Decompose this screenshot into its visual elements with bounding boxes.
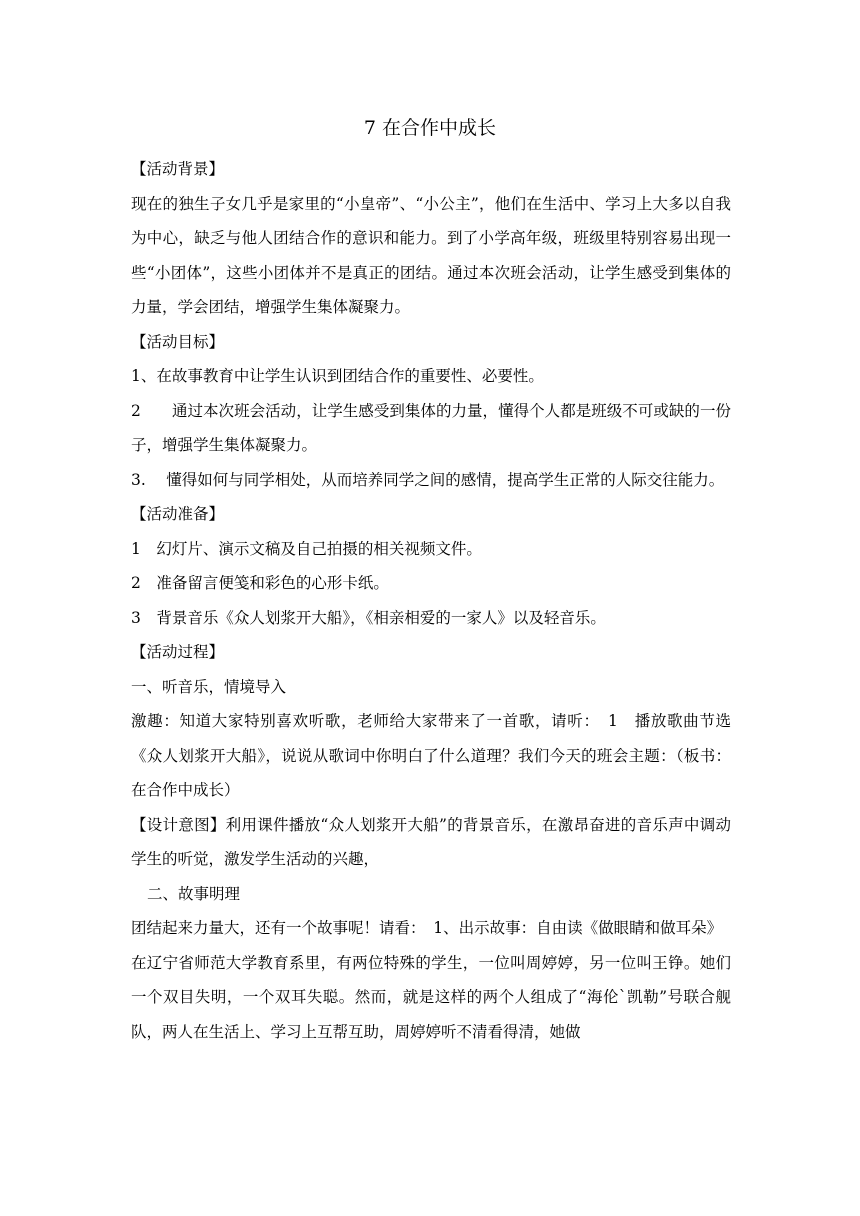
- design-intent-paragraph: 【设计意图】利用课件播放“众人划浆开大船”的背景音乐，在激昂奋进的音乐声中调动学生的听觉，激发学生活动的兴趣，: [131, 815, 731, 868]
- process-step-2-text: 团结起来力量大，还有一个故事呢！请看： 1、出示故事：自由读《做眼睛和做耳朵》: [131, 919, 723, 937]
- goal-item-3: 3. 懂得如何与同学相处，从而培养同学之间的感情，提高学生正常的人际交往能力。: [131, 470, 725, 489]
- paragraph-background: 现在的独生子女几乎是家里的“小皇帝”、“小公主”，他们在生活中、学习上大多以自我为中心，缺乏与他人团结合作的意识和能力。到了小学高年级，班级里特别容易出现一些“小团体”，这些小团体并不是真正的团结。通过本次班会活动，让学生感受到集体的力量，学会团结，增强学生集体凝聚力。: [131, 194, 731, 316]
- goal-item-2: 2 通过本次班会活动，让学生感受到集体的力量，懂得个人都是班级不可或缺的一份子，增强学生集体凝聚力。: [131, 401, 731, 454]
- section-heading-process: 【活动过程】: [131, 643, 225, 661]
- preparation-item-3: 3 背景音乐《众人划浆开大船》，《相亲相爱的一家人》以及轻音乐。: [131, 608, 606, 627]
- section-heading-goals: 【活动目标】: [131, 332, 225, 351]
- process-step-2-heading: 二、故事明理: [147, 884, 241, 903]
- document-body: [131, 152, 731, 1049]
- goal-item-1: 1、在故事教育中让学生认识到团结合作的重要性、必要性。: [131, 367, 544, 385]
- section-heading-background: 【活动背景】: [131, 160, 225, 178]
- section-heading-preparation: 【活动准备】: [131, 505, 225, 523]
- preparation-item-2: 2 准备留言便笺和彩色的心形卡纸。: [131, 574, 389, 592]
- preparation-item-1: 1 幻灯片、演示文稿及自己拍摄的相关视频文件。: [131, 539, 482, 558]
- document-title: 7 在合作中成长: [363, 117, 497, 139]
- process-step-1-heading: 一、听音乐，情境导入: [131, 677, 287, 696]
- story-paragraph: 在辽宁省师范大学教育系里，有两位特殊的学生，一位叫周婷婷，另一位叫王铮。她们一个双目失明，一个双耳失聪。然而，就是这样的两个人组成了“海伦`凯勒”号联合舰队，两人在生活上、学习上互帮互助，周婷婷听不清看得清，她做: [131, 953, 731, 1041]
- process-step-1-text: 激趣：知道大家特别喜欢听歌，老师给大家带来了一首歌，请听： 1 播放歌曲节选《众人划浆开大船》，说说从歌词中你明白了什么道理？我们今天的班会主题：（板书：在合作中成长）: [131, 712, 731, 799]
